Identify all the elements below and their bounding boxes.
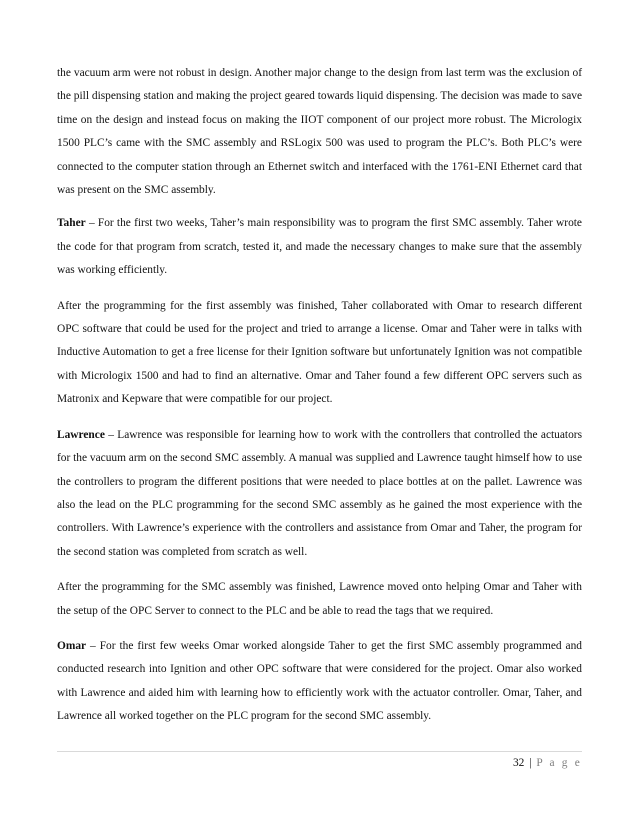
page-footer xyxy=(513,757,582,769)
footer-separator: | xyxy=(529,757,532,769)
paragraph-continuation xyxy=(57,62,582,202)
member-name-taher: Taher xyxy=(57,217,86,230)
paragraph-opc-setup xyxy=(57,576,582,623)
footer-divider xyxy=(57,751,582,752)
paragraph-text: After the programming for the SMC assembly was finished, Lawrence moved onto helping Omar and Taher with the setup of the OPC Server to connect to the PLC and be able to read the tags that we required. xyxy=(57,581,582,617)
document-body xyxy=(57,62,582,741)
page-label: P a g e xyxy=(536,757,582,769)
paragraph-text: – For the first two weeks, Taher’s main responsibility was to program the first SMC assembly. Taher wrote the code for that program from scratch, tested it, and made the necessary changes to make sure that the assembly was working efficiently. xyxy=(57,217,582,277)
member-name-lawrence: Lawrence xyxy=(57,428,105,441)
paragraph-omar xyxy=(57,635,582,729)
paragraph-text: – For the first few weeks Omar worked alongside Taher to get the first SMC assembly programmed and conducted research into Ignition and other OPC software that were considered for the project. Omar also worked with Lawrence and aided him with learning how to efficiently work with the actuator controller. Omar, Taher, and Lawrence all worked together on the PLC program for the second SMC assembly. xyxy=(57,639,582,723)
paragraph-text: the vacuum arm were not robust in design. Another major change to the design from last term was the exclusion of the pill dispensing station and making the project geared towards liquid dispensing. The decision was made to save time on the design and instead focus on making the IIOT component of our project more robust. The Micrologix 1500 PLC’s came with the SMC assembly and RSLogix 500 was used to program the PLC’s. Both PLC’s were connected to the computer station through an Ethernet switch and interfaced with the 1761-ENI Ethernet card that was present on the SMC assembly. xyxy=(57,67,582,197)
paragraph-text: After the programming for the first assembly was finished, Taher collaborated with Omar to research different OPC software that could be used for the project and tried to arrange a license. Omar and Taher were in talks with Inductive Automation to get a free license for their Ignition software but unfortunately Ignition was not compatible with Micrologix 1500 and had to find an alternative. Omar and Taher found a few different OPC servers such as Matronix and Kepware that were compatible for our project. xyxy=(57,299,582,406)
paragraph-text: – Lawrence was responsible for learning how to work with the controllers that controlled the actuators for the vacuum arm on the second SMC assembly. A manual was supplied and Lawrence taught himself how to use the controllers to program the different positions that were needed to place bottles at on the pallet. Lawrence was also the lead on the PLC programming for the second SMC assembly as he gained the most experience with the controllers. With Lawrence’s experience with the controllers and assistance from Omar and Taher, the program for the second station was completed from scratch as well. xyxy=(57,428,583,558)
page-number: 32 xyxy=(512,757,525,769)
paragraph-taher xyxy=(57,212,582,282)
member-name-omar: Omar xyxy=(57,639,87,652)
paragraph-lawrence xyxy=(57,424,582,564)
paragraph-opc-research xyxy=(57,295,582,412)
